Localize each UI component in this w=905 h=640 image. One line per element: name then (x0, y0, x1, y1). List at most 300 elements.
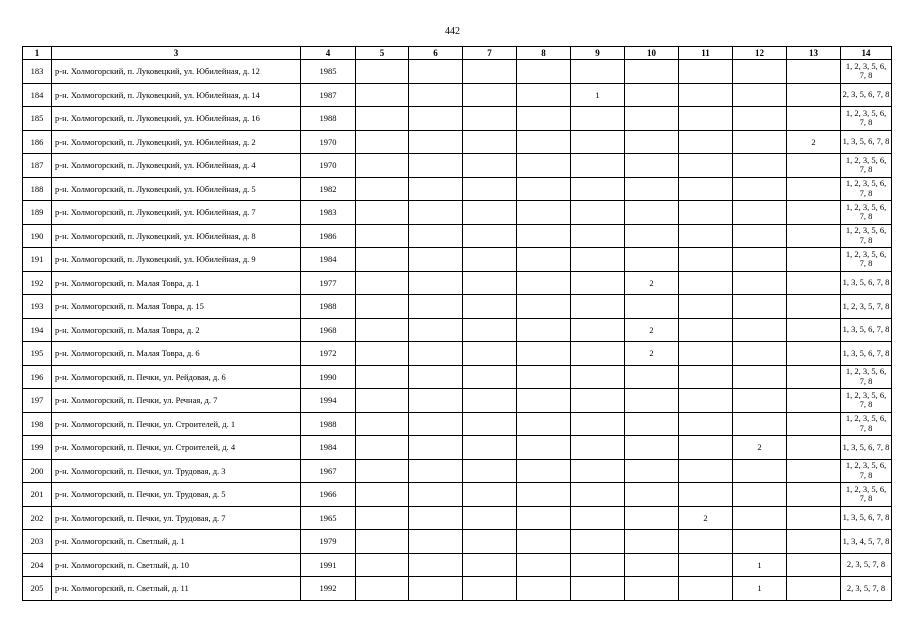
year-cell: 1982 (301, 177, 356, 201)
table-cell (517, 412, 571, 436)
table-cell (625, 365, 679, 389)
table-cell: 1, 2, 3, 5, 6, 7, 8 (841, 248, 892, 272)
table-cell (787, 83, 841, 107)
year-cell: 1967 (301, 459, 356, 483)
table-cell (679, 60, 733, 84)
table-cell (625, 130, 679, 154)
table-cell (679, 436, 733, 460)
table-cell (625, 506, 679, 530)
table-cell (733, 530, 787, 554)
year-cell: 1984 (301, 248, 356, 272)
table-cell (463, 506, 517, 530)
table-header-row (23, 47, 892, 60)
table-cell (356, 154, 409, 178)
table-cell (463, 154, 517, 178)
table-cell (571, 459, 625, 483)
row-number-cell: 205 (23, 577, 52, 601)
table-cell (733, 295, 787, 319)
year-cell: 1970 (301, 154, 356, 178)
table-cell (463, 83, 517, 107)
row-number-cell: 194 (23, 318, 52, 342)
table-cell (517, 318, 571, 342)
table-cell (625, 107, 679, 131)
table-cell (517, 577, 571, 601)
row-number-cell: 184 (23, 83, 52, 107)
table-cell: 1, 3, 5, 6, 7, 8 (841, 271, 892, 295)
table-row (23, 412, 892, 436)
table-cell (356, 295, 409, 319)
year-cell: 1992 (301, 577, 356, 601)
table-cell (409, 342, 463, 366)
address-cell: р-н. Холмогорский, п. Луковецкий, ул. Юбилейная, д. 4 (52, 154, 301, 178)
table-cell (733, 154, 787, 178)
table-cell (625, 83, 679, 107)
table-cell (463, 107, 517, 131)
table-cell (679, 389, 733, 413)
table-row (23, 577, 892, 601)
table-row (23, 483, 892, 507)
table-cell (733, 224, 787, 248)
column-header: 9 (571, 47, 625, 60)
table-cell (571, 553, 625, 577)
table-cell (463, 553, 517, 577)
table-cell (517, 271, 571, 295)
table-cell: 1 (571, 83, 625, 107)
table-cell (679, 271, 733, 295)
table-cell (679, 365, 733, 389)
row-number-cell: 183 (23, 60, 52, 84)
table-cell (356, 342, 409, 366)
table-cell (733, 318, 787, 342)
table-cell: 1, 3, 5, 6, 7, 8 (841, 318, 892, 342)
table-cell (787, 318, 841, 342)
table-cell (625, 201, 679, 225)
year-cell: 1972 (301, 342, 356, 366)
table-cell (733, 506, 787, 530)
table-cell (409, 483, 463, 507)
table-cell (787, 201, 841, 225)
table-row (23, 83, 892, 107)
table-cell (679, 412, 733, 436)
table-cell (733, 248, 787, 272)
table-cell (571, 201, 625, 225)
table-cell (787, 483, 841, 507)
table-cell (787, 389, 841, 413)
row-number-cell: 188 (23, 177, 52, 201)
year-cell: 1986 (301, 224, 356, 248)
address-cell: р-н. Холмогорский, п. Малая Товра, д. 6 (52, 342, 301, 366)
table-cell (356, 506, 409, 530)
table-cell (409, 553, 463, 577)
table-cell (787, 530, 841, 554)
table-row (23, 318, 892, 342)
table-cell (787, 107, 841, 131)
table-cell (463, 459, 517, 483)
year-cell: 1977 (301, 271, 356, 295)
table-row (23, 60, 892, 84)
table-cell (787, 295, 841, 319)
table-cell: 1, 3, 5, 6, 7, 8 (841, 506, 892, 530)
table-cell (787, 459, 841, 483)
table-cell (733, 130, 787, 154)
table-cell (679, 201, 733, 225)
address-cell: р-н. Холмогорский, п. Луковецкий, ул. Юбилейная, д. 9 (52, 248, 301, 272)
table-cell (679, 177, 733, 201)
address-cell: р-н. Холмогорский, п. Малая Товра, д. 15 (52, 295, 301, 319)
table-cell (625, 154, 679, 178)
table-cell: 1, 2, 3, 5, 6, 7, 8 (841, 177, 892, 201)
row-number-cell: 190 (23, 224, 52, 248)
table-cell (517, 436, 571, 460)
table-cell (356, 107, 409, 131)
year-cell: 1985 (301, 60, 356, 84)
table-cell (409, 83, 463, 107)
table-cell (571, 177, 625, 201)
year-cell: 1988 (301, 412, 356, 436)
column-header: 7 (463, 47, 517, 60)
table-cell (409, 506, 463, 530)
table-cell (409, 318, 463, 342)
table-cell: 1, 2, 3, 5, 6, 7, 8 (841, 201, 892, 225)
table-cell (571, 483, 625, 507)
table-row (23, 459, 892, 483)
table-cell (356, 83, 409, 107)
year-cell: 1970 (301, 130, 356, 154)
table-cell (409, 154, 463, 178)
table-cell (463, 60, 517, 84)
table-row (23, 177, 892, 201)
table-cell: 2 (625, 318, 679, 342)
table-cell (356, 201, 409, 225)
row-number-cell: 204 (23, 553, 52, 577)
row-number-cell: 198 (23, 412, 52, 436)
table-cell: 1 (733, 577, 787, 601)
table-cell: 2 (625, 342, 679, 366)
table-cell (356, 224, 409, 248)
table-cell: 1, 2, 3, 5, 6, 7, 8 (841, 412, 892, 436)
table-cell: 1, 2, 3, 5, 6, 7, 8 (841, 483, 892, 507)
table-row (23, 224, 892, 248)
table-cell (787, 271, 841, 295)
table-cell (463, 577, 517, 601)
table-cell: 2, 3, 5, 7, 8 (841, 553, 892, 577)
table-cell (517, 295, 571, 319)
table-cell (787, 577, 841, 601)
row-number-cell: 187 (23, 154, 52, 178)
year-cell: 1968 (301, 318, 356, 342)
table-cell (517, 154, 571, 178)
table-cell (463, 365, 517, 389)
year-cell: 1988 (301, 295, 356, 319)
table-row (23, 154, 892, 178)
table-cell (625, 295, 679, 319)
column-header: 10 (625, 47, 679, 60)
row-number-cell: 199 (23, 436, 52, 460)
table-cell (679, 107, 733, 131)
table-cell (787, 248, 841, 272)
table-cell (679, 342, 733, 366)
table-body (23, 60, 892, 601)
column-header: 3 (52, 47, 301, 60)
table-cell (571, 436, 625, 460)
table-cell (409, 295, 463, 319)
address-cell: р-н. Холмогорский, п. Малая Товра, д. 2 (52, 318, 301, 342)
table-cell (733, 342, 787, 366)
table-cell (571, 224, 625, 248)
year-cell: 1984 (301, 436, 356, 460)
year-cell: 1991 (301, 553, 356, 577)
table-cell (517, 130, 571, 154)
table-cell (409, 177, 463, 201)
table-cell (571, 389, 625, 413)
column-header: 13 (787, 47, 841, 60)
table-cell (787, 177, 841, 201)
table-cell: 1, 3, 5, 6, 7, 8 (841, 436, 892, 460)
table-cell (625, 60, 679, 84)
table-cell (517, 83, 571, 107)
table-cell: 2 (787, 130, 841, 154)
table-row (23, 530, 892, 554)
table-row (23, 271, 892, 295)
table-cell (409, 271, 463, 295)
table-cell (517, 506, 571, 530)
table-cell (356, 412, 409, 436)
year-cell: 1994 (301, 389, 356, 413)
table-cell (463, 201, 517, 225)
table-cell (356, 177, 409, 201)
table-cell (571, 248, 625, 272)
table-cell (733, 107, 787, 131)
column-header: 1 (23, 47, 52, 60)
table-row (23, 342, 892, 366)
table-cell (787, 60, 841, 84)
table-cell (356, 365, 409, 389)
year-cell: 1990 (301, 365, 356, 389)
table-cell (409, 412, 463, 436)
row-number-cell: 197 (23, 389, 52, 413)
address-cell: р-н. Холмогорский, п. Луковецкий, ул. Юбилейная, д. 12 (52, 60, 301, 84)
table-cell (787, 436, 841, 460)
table-row (23, 553, 892, 577)
table-cell (463, 295, 517, 319)
table-cell: 1, 2, 3, 5, 6, 7, 8 (841, 107, 892, 131)
row-number-cell: 203 (23, 530, 52, 554)
column-header: 8 (517, 47, 571, 60)
table-cell (517, 483, 571, 507)
table-cell (571, 577, 625, 601)
column-header: 12 (733, 47, 787, 60)
table-cell (733, 83, 787, 107)
table-cell (409, 130, 463, 154)
table-cell (571, 342, 625, 366)
table-cell (409, 201, 463, 225)
column-header: 6 (409, 47, 463, 60)
table-row (23, 201, 892, 225)
table-cell: 1, 2, 3, 5, 6, 7, 8 (841, 365, 892, 389)
table-cell (517, 224, 571, 248)
table-cell (463, 177, 517, 201)
table-cell (733, 271, 787, 295)
table-cell (409, 389, 463, 413)
table-cell (571, 365, 625, 389)
column-header: 11 (679, 47, 733, 60)
table-cell (679, 130, 733, 154)
table-cell (463, 271, 517, 295)
address-cell: р-н. Холмогорский, п. Печки, ул. Трудовая, д. 5 (52, 483, 301, 507)
year-cell: 1987 (301, 83, 356, 107)
table-row (23, 389, 892, 413)
page-number: 442 (445, 26, 460, 37)
table-cell (409, 60, 463, 84)
table-cell (463, 483, 517, 507)
table-cell (625, 459, 679, 483)
address-cell: р-н. Холмогорский, п. Луковецкий, ул. Юбилейная, д. 8 (52, 224, 301, 248)
address-cell: р-н. Холмогорский, п. Луковецкий, ул. Юбилейная, д. 14 (52, 83, 301, 107)
table-cell: 2 (625, 271, 679, 295)
address-cell: р-н. Холмогорский, п. Печки, ул. Строителей, д. 1 (52, 412, 301, 436)
row-number-cell: 196 (23, 365, 52, 389)
table-cell (571, 412, 625, 436)
table-cell (409, 577, 463, 601)
table-row (23, 130, 892, 154)
column-header: 14 (841, 47, 892, 60)
table-row (23, 436, 892, 460)
address-cell: р-н. Холмогорский, п. Светлый, д. 11 (52, 577, 301, 601)
table-cell (679, 248, 733, 272)
table-cell (625, 412, 679, 436)
table-cell (733, 389, 787, 413)
row-number-cell: 202 (23, 506, 52, 530)
table-cell (463, 130, 517, 154)
table-cell (356, 530, 409, 554)
table-cell (733, 483, 787, 507)
table-row (23, 107, 892, 131)
address-cell: р-н. Холмогорский, п. Печки, ул. Речная, д. 7 (52, 389, 301, 413)
table-cell (463, 248, 517, 272)
table-cell (356, 553, 409, 577)
row-number-cell: 189 (23, 201, 52, 225)
table-cell (625, 248, 679, 272)
table-cell (356, 577, 409, 601)
table-cell: 2, 3, 5, 6, 7, 8 (841, 83, 892, 107)
address-cell: р-н. Холмогорский, п. Луковецкий, ул. Юбилейная, д. 2 (52, 130, 301, 154)
table-cell (463, 530, 517, 554)
column-header: 5 (356, 47, 409, 60)
row-number-cell: 186 (23, 130, 52, 154)
year-cell: 1979 (301, 530, 356, 554)
table-cell: 1, 3, 5, 6, 7, 8 (841, 130, 892, 154)
table-cell (356, 271, 409, 295)
table-cell (409, 459, 463, 483)
table-cell (571, 271, 625, 295)
table-cell (356, 60, 409, 84)
table-cell: 1 (733, 553, 787, 577)
table-cell (356, 130, 409, 154)
table-cell (625, 177, 679, 201)
year-cell: 1965 (301, 506, 356, 530)
table-cell (571, 130, 625, 154)
table-cell (463, 412, 517, 436)
address-cell: р-н. Холмогорский, п. Малая Товра, д. 1 (52, 271, 301, 295)
table-cell: 2 (733, 436, 787, 460)
table-cell (356, 459, 409, 483)
table-cell (679, 530, 733, 554)
address-cell: р-н. Холмогорский, п. Печки, ул. Рейдовая, д. 6 (52, 365, 301, 389)
table-cell (517, 530, 571, 554)
table-cell (517, 553, 571, 577)
table-cell (679, 83, 733, 107)
table-cell (679, 295, 733, 319)
row-number-cell: 185 (23, 107, 52, 131)
table-cell (517, 107, 571, 131)
table-cell (517, 389, 571, 413)
table-cell (409, 530, 463, 554)
row-number-cell: 192 (23, 271, 52, 295)
table-cell (409, 436, 463, 460)
table-cell (679, 318, 733, 342)
table-cell (517, 342, 571, 366)
table-cell: 1, 2, 3, 5, 6, 7, 8 (841, 154, 892, 178)
table-cell (625, 224, 679, 248)
table-cell (356, 248, 409, 272)
table-cell (517, 365, 571, 389)
table-cell (733, 459, 787, 483)
table-cell (733, 201, 787, 225)
table-cell (517, 201, 571, 225)
address-cell: р-н. Холмогорский, п. Луковецкий, ул. Юбилейная, д. 7 (52, 201, 301, 225)
address-cell: р-н. Холмогорский, п. Печки, ул. Трудовая, д. 3 (52, 459, 301, 483)
column-header: 4 (301, 47, 356, 60)
table-cell (733, 412, 787, 436)
row-number-cell: 191 (23, 248, 52, 272)
table-cell (733, 365, 787, 389)
address-cell: р-н. Холмогорский, п. Печки, ул. Строителей, д. 4 (52, 436, 301, 460)
year-cell: 1983 (301, 201, 356, 225)
table-cell (356, 483, 409, 507)
table-row (23, 506, 892, 530)
table-cell: 1, 2, 3, 5, 6, 7, 8 (841, 459, 892, 483)
table-cell (463, 318, 517, 342)
table-cell (517, 248, 571, 272)
table-cell: 1, 2, 3, 5, 7, 8 (841, 295, 892, 319)
year-cell: 1966 (301, 483, 356, 507)
table-cell: 2 (679, 506, 733, 530)
table-cell (463, 389, 517, 413)
table-cell (463, 224, 517, 248)
row-number-cell: 201 (23, 483, 52, 507)
table-cell (733, 177, 787, 201)
table-cell (409, 107, 463, 131)
table-cell (409, 365, 463, 389)
table-cell (625, 483, 679, 507)
table-cell (625, 553, 679, 577)
table-cell: 1, 3, 5, 6, 7, 8 (841, 342, 892, 366)
table-cell: 2, 3, 5, 7, 8 (841, 577, 892, 601)
address-cell: р-н. Холмогорский, п. Светлый, д. 1 (52, 530, 301, 554)
table-cell: 1, 3, 4, 5, 7, 8 (841, 530, 892, 554)
table-cell (571, 295, 625, 319)
table-cell (571, 60, 625, 84)
table-cell (787, 553, 841, 577)
address-cell: р-н. Холмогорский, п. Луковецкий, ул. Юбилейная, д. 16 (52, 107, 301, 131)
table-cell (787, 154, 841, 178)
table-cell (679, 154, 733, 178)
table-cell (733, 60, 787, 84)
table-cell: 1, 2, 3, 5, 6, 7, 8 (841, 60, 892, 84)
table-cell (787, 365, 841, 389)
table-cell (625, 389, 679, 413)
address-cell: р-н. Холмогорский, п. Светлый, д. 10 (52, 553, 301, 577)
